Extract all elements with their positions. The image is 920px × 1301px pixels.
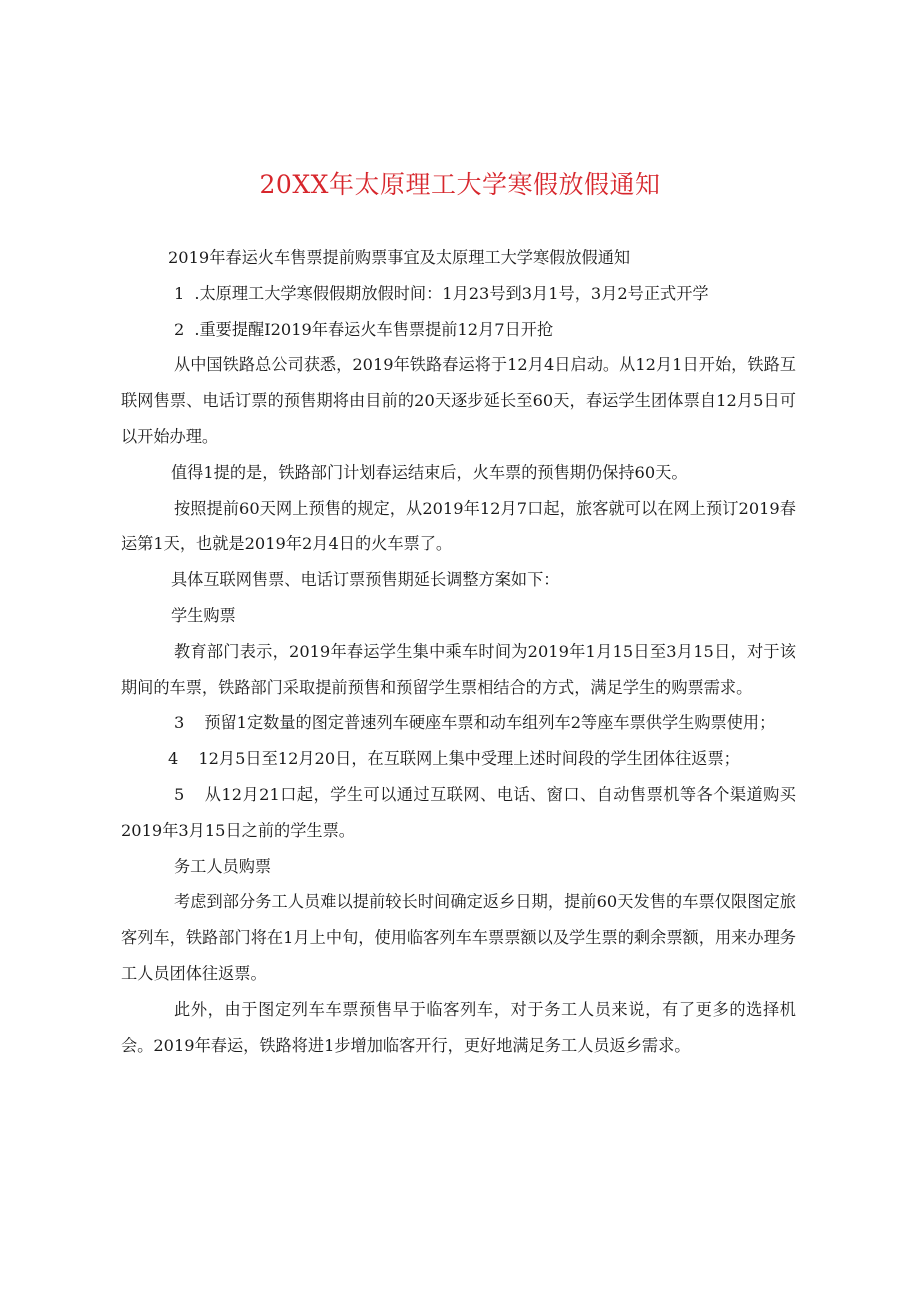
paragraph-student-travel: 教育部门表示，2019年春运学生集中乘车时间为2019年1月15日至3月15日，对于该期间的车票，铁路部门采取提前预售和预留学生票相结合的方式，满足学生的购票需求。 <box>121 641 796 697</box>
list-item-3 <box>121 705 796 741</box>
list-item-number: 4 <box>168 749 179 769</box>
list-item-number: 3 <box>174 713 185 733</box>
heading-worker-tickets: 务工人员购票 <box>174 856 272 876</box>
paragraph-adjustment-intro: 具体互联网售票、电话订票预售期延长调整方案如下： <box>171 570 560 590</box>
list-item-2 <box>121 312 796 348</box>
paragraph-railway-presale: 从中国铁路总公司获悉，2019年铁路春运将于12月4日启动。从12月1日开始，铁路互联网售票、电话订票的预售期将由目前的20天逐步延长至60天，春运学生团体票自12月5日可以开始办理。 <box>121 355 796 446</box>
list-item-4 <box>121 741 796 777</box>
list-item-text: 从12月21口起，学生可以通过互联网、电话、窗口、自动售票机等各个渠道购买2019年3月15日之前的学生票。 <box>121 784 796 840</box>
list-item-5 <box>121 777 796 849</box>
document-title: 20XX年太原理工大学寒假放假通知 <box>259 170 661 199</box>
list-item-text: .太原理工大学寒假假期放假时间：1月23号到3月1号，3月2号正式开学 <box>194 283 709 303</box>
paragraph-online-presale: 按照提前60天网上预售的规定，从2019年12月7口起，旅客就可以在网上预订2019春运第1天，也就是2019年2月4日的火车票了。 <box>121 498 796 554</box>
list-item-1 <box>121 276 796 312</box>
paragraph-presale-note: 值得1提的是，铁路部门计划春运结束后，火车票的预售期仍保持60天。 <box>171 462 688 482</box>
document-subtitle: 2019年春运火车售票提前购票事宜及太原理工大学寒假放假通知 <box>168 248 631 267</box>
list-item-number: 5 <box>174 784 185 804</box>
paragraph-worker-tickets: 考虑到部分务工人员难以提前较长时间确定返乡日期，提前60天发售的车票仅限图定旅客列车，铁路部门将在1月上中旬，使用临客列车车票票额以及学生票的剩余票额，用来办理务工人员团体往返票。 <box>121 892 796 983</box>
list-item-text: 12月5日至12月20日，在互联网上集中受理上述时间段的学生团体往返票； <box>198 749 740 769</box>
list-item-text: .重要提醒I2019年春运火车售票提前12月7日开抢 <box>194 319 554 339</box>
list-item-text: 预留1定数量的图定普速列车硬座车票和动车组列车2等座车票供学生购票使用； <box>204 713 776 733</box>
list-item-number: 1 <box>174 283 185 303</box>
heading-student-tickets: 学生购票 <box>171 605 236 625</box>
list-item-number: 2 <box>174 319 185 339</box>
document-body <box>121 240 796 1063</box>
paragraph-more-choices: 此外，由于图定列车车票预售早于临客列车，对于务工人员来说，有了更多的选择机会。2019年春运，铁路将进1步增加临客开行，更好地满足务工人员返乡需求。 <box>121 999 796 1055</box>
